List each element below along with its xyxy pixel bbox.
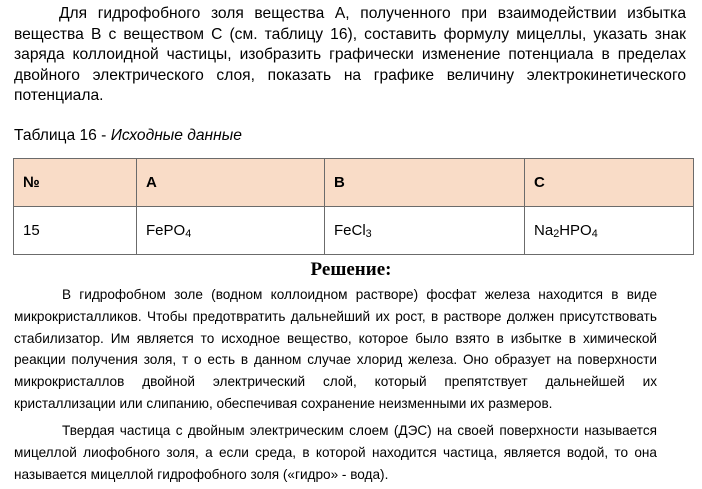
header-b: B xyxy=(325,159,525,207)
cell-b xyxy=(325,207,525,255)
table-row xyxy=(14,207,694,255)
cell-a xyxy=(137,207,325,255)
header-c: C xyxy=(525,159,694,207)
cell-number: 15 xyxy=(14,207,137,255)
header-a: A xyxy=(137,159,325,207)
table-caption-title: Исходные данные xyxy=(110,127,242,144)
formula-a-base: FePO xyxy=(146,222,186,239)
formula-b-base: FeCl xyxy=(334,222,366,239)
header-number: № xyxy=(14,159,137,207)
source-data-table xyxy=(13,158,694,255)
cell-c xyxy=(525,207,694,255)
formula-c-sub2: 4 xyxy=(591,228,598,240)
formula-c-sub1: 2 xyxy=(553,228,560,240)
table-caption xyxy=(14,127,242,145)
solution-heading: Решение: xyxy=(310,259,392,280)
formula-b-sub: 3 xyxy=(365,228,372,240)
table-caption-prefix: Таблица 16 - xyxy=(14,127,111,144)
formula-c-part2: HPO xyxy=(559,222,592,239)
formula-a-sub: 4 xyxy=(185,228,192,240)
solution-paragraph-1: В гидрофобном золе (водном коллоидном растворе) фосфат железа находится в виде микрокристалликов. Чтобы предотвратить дальнейший их рост, в растворе должен присутствовать стабилизатор. Им является то исходное вещество, которое было взято в избытке в химической реакции получения золя, т о есть в данном случае хлорид железа. Оно образует на поверхности микрокристаллов двойной электрический слой, который препятствует дальнейшей их кристаллизации или слипанию, обеспечивая сохранение неизменными их размеров. xyxy=(14,287,657,411)
table-header-row xyxy=(14,159,694,207)
formula-c-part1: Na xyxy=(534,222,554,239)
task-text: Для гидрофобного золя вещества А, полученного при взаимодействии избытка вещества В с веществом С (см. таблицу 16), составить формулу мицеллы, указать знак заряда коллоидной частицы, изобразить графически изменение потенциала в пределах двойного электрического слоя, показать на графике величину электрокинетического потенциала. xyxy=(14,5,686,104)
solution-paragraph-2: Твердая частица с двойным электрическим слоем (ДЭС) на своей поверхности называется мицеллой лиофобного золя, а если среда, в которой находится частица, является водой, то она называется мицеллой гидрофобного золя («гидро» - вода). xyxy=(14,423,657,482)
